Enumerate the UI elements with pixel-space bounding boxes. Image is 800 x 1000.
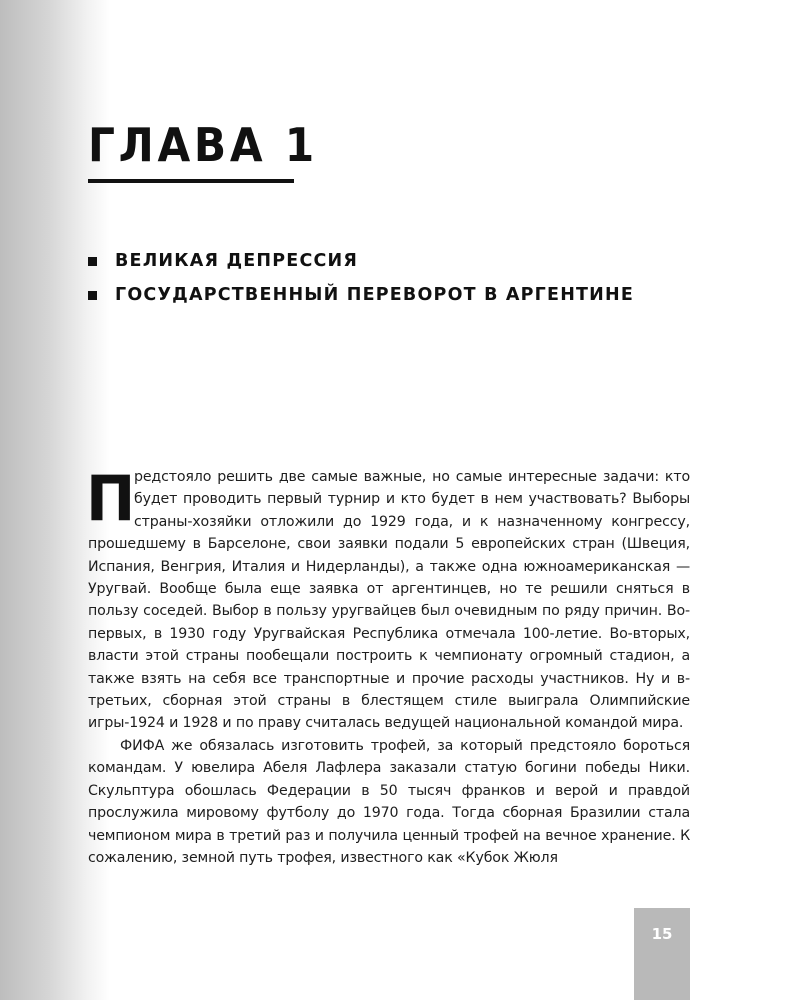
drop-cap: П	[86, 462, 136, 535]
chapter-title: ГЛАВА 1	[88, 118, 318, 172]
square-bullet-icon	[88, 257, 97, 266]
topic-item	[88, 244, 634, 278]
paragraph	[86, 462, 690, 735]
paragraph: ФИФА же обязалась изготовить трофей, за который предстояло бороться командам. У ювелира Абеля Лафлера заказали статую богини победы Ники. Скульптура обошлась Федерации в 50 тысяч франков и верой и правдой прослужила мировому футболу до 1970 года. Тогда сборная Бразилии стала чемпионом мира в третий раз и получила ценный трофей на вечное хранение. К сожалению, земной путь трофея, известного как «Кубок Жюля	[88, 737, 690, 866]
title-underline	[88, 179, 294, 183]
topic-label: ВЕЛИКАЯ ДЕПРЕССИЯ	[115, 251, 359, 271]
chapter-topics-list	[88, 244, 634, 312]
page-number: 15	[634, 908, 690, 1000]
body-text	[86, 462, 690, 869]
paragraph-text: редстояло решить две самые важные, но самые интересные задачи: кто будет проводить первый турнир и кто будет в нем участвовать? Выборы страны-хозяйки отложили до 1929 года, и к назначенному конгрессу, прошедшему в Барселоне, свои заявки подали 5 европейских стран (Швеция, Испания, Венгрия, Италия и Нидерланды), а также одна южноамериканская — Уругвай. Вообще была еще заявка от аргентинцев, но те решили сняться в пользу соседей. Выбор в пользу уругвайцев был очевидным по ряду причин. Во-первых, в 1930 году Уругвайская Республика отмечала 100-летие. Во-вторых, власти этой страны пообещали построить к чемпионату огромный стадион, а также взять на себя все транспортные и прочие расходы участников. Ну и в-третьих, сборная этой страны в блестящем стиле выиграла Олимпийские игры-1924 и 1928 и по праву считалась ведущей национальной командой мира.	[88, 469, 690, 732]
square-bullet-icon	[88, 291, 97, 300]
topic-label: ГОСУДАРСТВЕННЫЙ ПЕРЕВОРОТ В АРГЕНТИНЕ	[115, 285, 635, 305]
topic-item	[88, 278, 634, 312]
